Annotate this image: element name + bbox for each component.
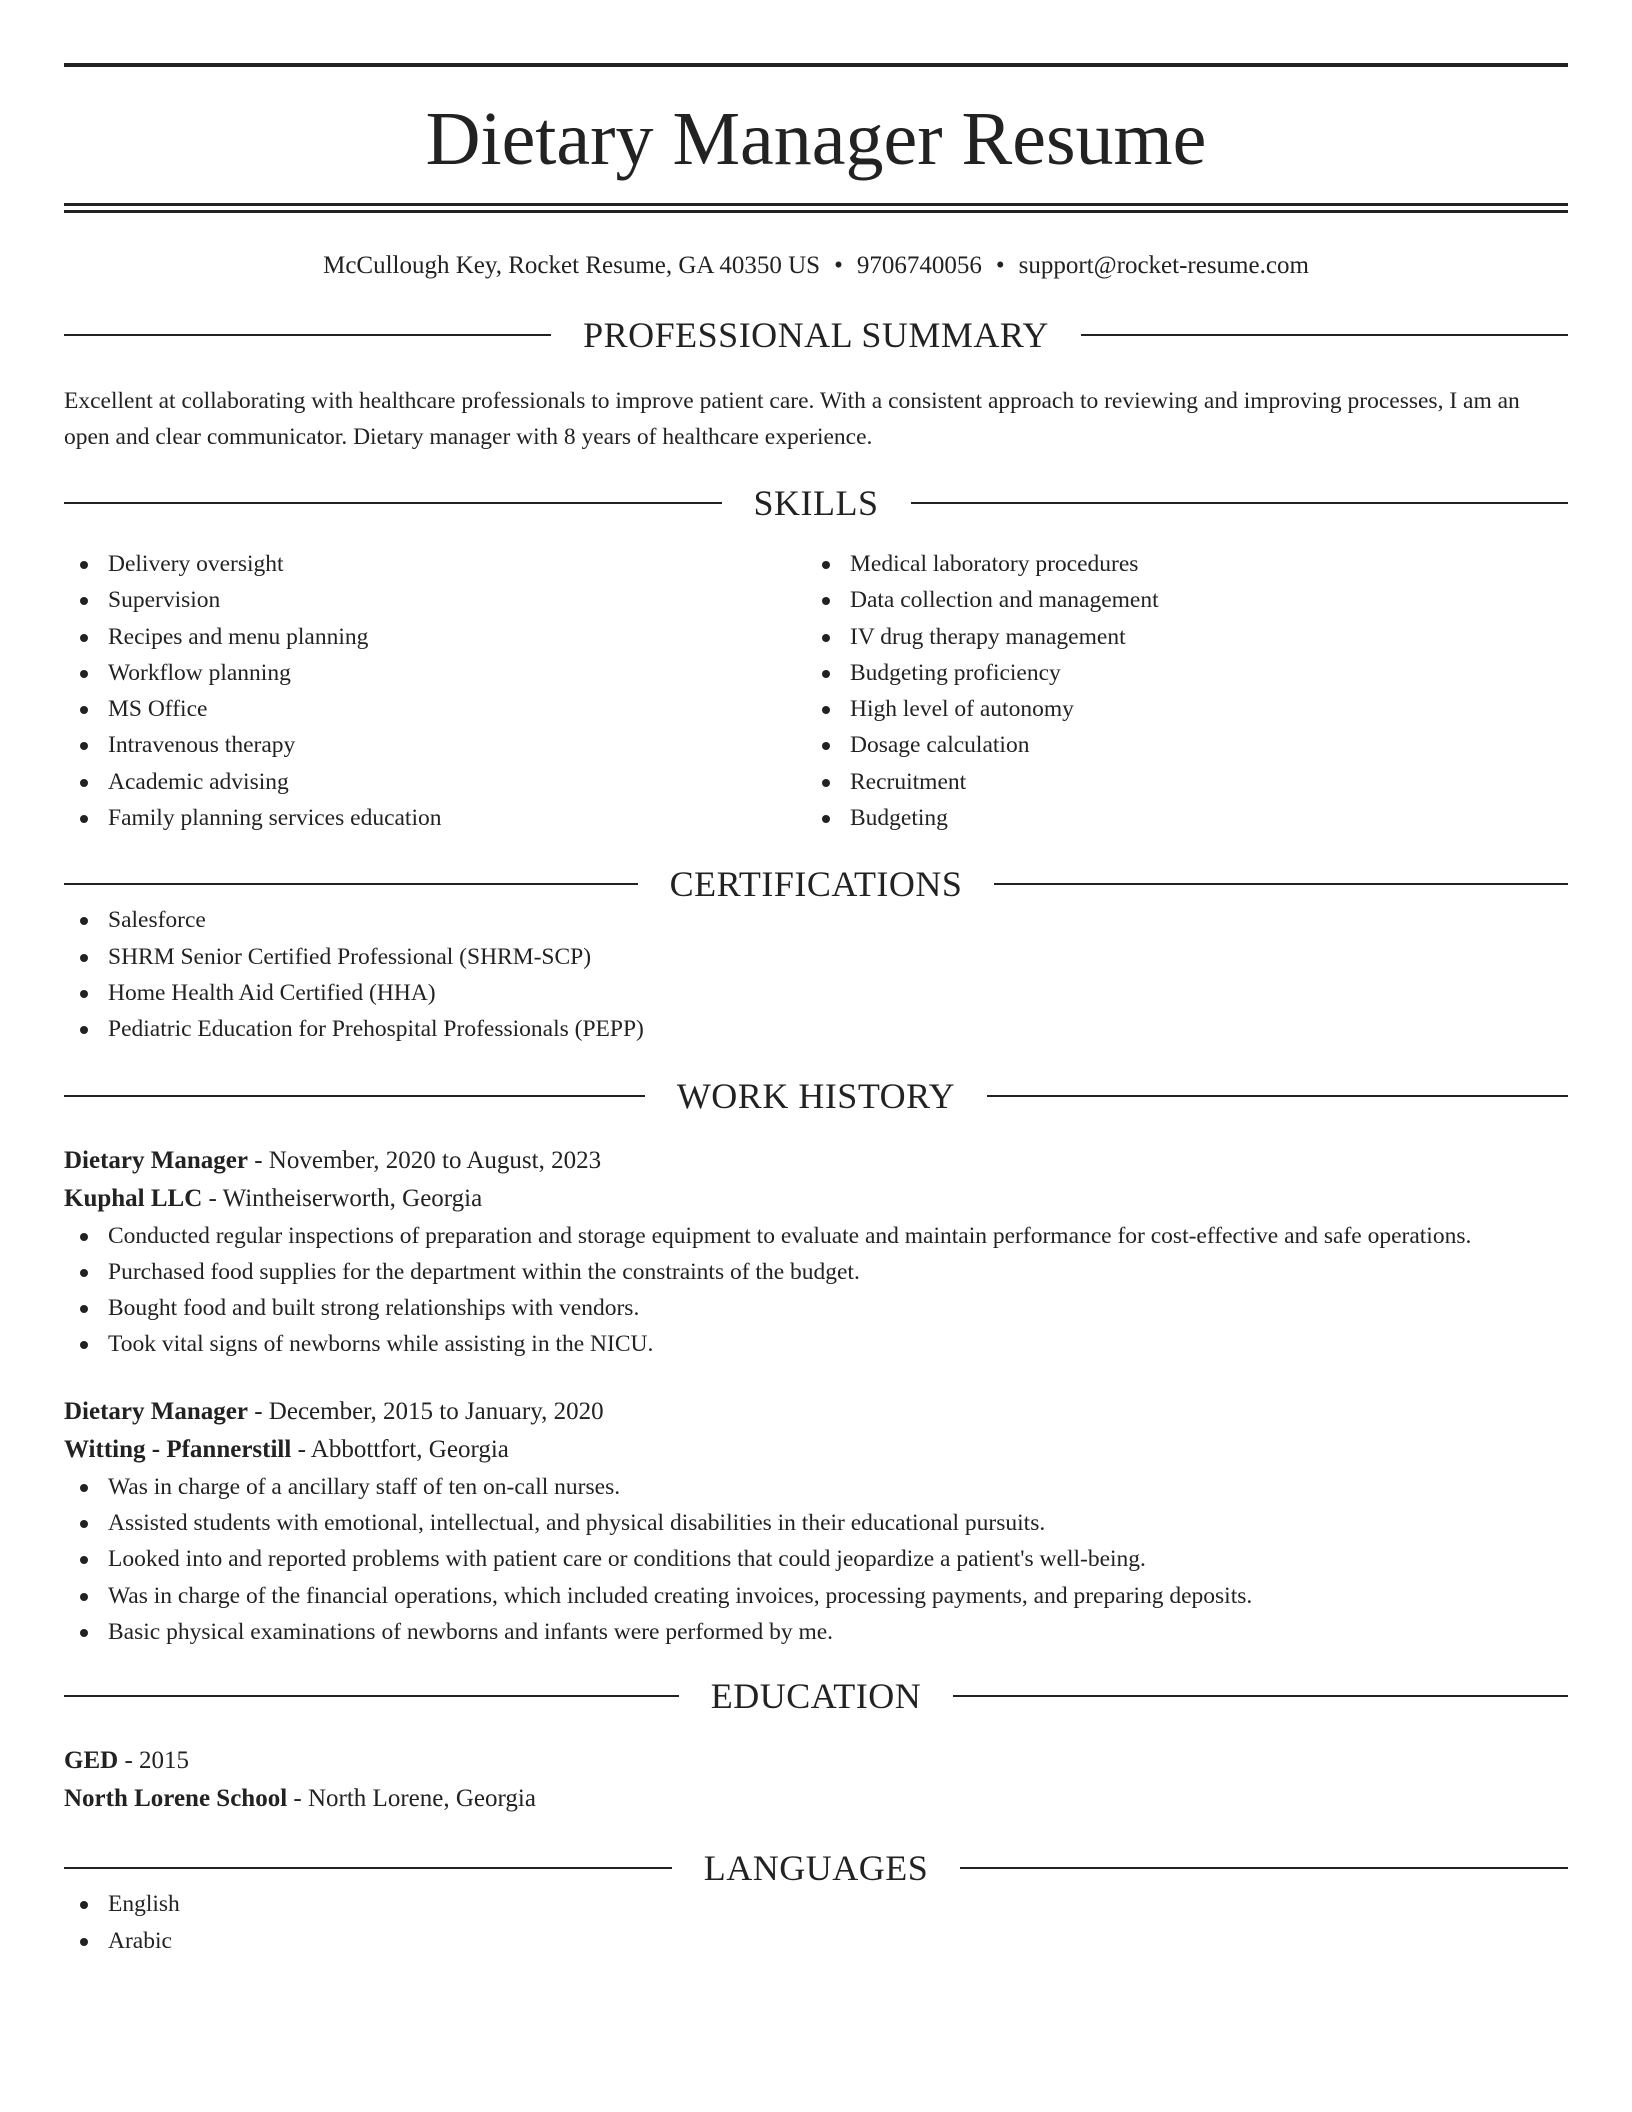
list-item: Took vital signs of newborns while assisting in the NICU. bbox=[64, 1326, 1568, 1362]
job-location: - Abbottfort, Georgia bbox=[291, 1435, 509, 1463]
section-rule bbox=[987, 1095, 1568, 1097]
skills-column-left bbox=[64, 546, 806, 836]
section-title: SKILLS bbox=[753, 483, 879, 523]
contact-phone: 9706740056 bbox=[856, 252, 982, 279]
education-entry bbox=[64, 1742, 1568, 1818]
list-item: Looked into and reported problems with patient care or conditions that could jeopardize a patient's well-being. bbox=[64, 1541, 1568, 1577]
education-location: - North Lorene, Georgia bbox=[287, 1785, 536, 1813]
list-item: High level of autonomy bbox=[806, 691, 1548, 727]
job-company: Kuphal LLC bbox=[64, 1184, 203, 1212]
section-title: EDUCATION bbox=[710, 1676, 922, 1717]
job-title-line bbox=[64, 1142, 1568, 1180]
list-item: Home Health Aid Certified (HHA) bbox=[64, 975, 1568, 1011]
job-dates: - November, 2020 to August, 2023 bbox=[247, 1146, 602, 1174]
job-dates: - December, 2015 to January, 2020 bbox=[247, 1397, 604, 1425]
job-company-line bbox=[64, 1431, 1568, 1469]
job-entry bbox=[64, 1393, 1568, 1650]
section-rule bbox=[911, 502, 1569, 504]
section-title: PROFESSIONAL SUMMARY bbox=[583, 315, 1049, 355]
job-duties-list bbox=[64, 1218, 1568, 1363]
section-title: LANGUAGES bbox=[703, 1848, 929, 1889]
job-title-line bbox=[64, 1393, 1568, 1431]
section-header-skills bbox=[64, 485, 1568, 521]
list-item: Intravenous therapy bbox=[64, 727, 806, 763]
section-rule bbox=[64, 502, 722, 504]
section-rule bbox=[64, 334, 551, 336]
list-item: Data collection and management bbox=[806, 582, 1548, 618]
education-school-line bbox=[64, 1780, 1568, 1818]
job-entry bbox=[64, 1142, 1568, 1363]
contact-separator: • bbox=[834, 252, 843, 279]
top-rule bbox=[64, 63, 1568, 67]
job-location: - Wintheiserworth, Georgia bbox=[202, 1184, 483, 1212]
list-item: Was in charge of the financial operations, which included creating invoices, processing payments, and preparing deposits. bbox=[64, 1578, 1568, 1614]
list-item: Arabic bbox=[64, 1923, 1568, 1959]
section-header-certifications bbox=[64, 864, 1568, 905]
list-item: Budgeting bbox=[806, 800, 1548, 836]
skills-list bbox=[64, 546, 1568, 836]
list-item: Academic advising bbox=[64, 764, 806, 800]
section-header-work-history bbox=[64, 1075, 1568, 1116]
list-item: Recruitment bbox=[806, 764, 1548, 800]
contact-address: McCullough Key, Rocket Resume, GA 40350 US bbox=[323, 252, 821, 279]
list-item: Supervision bbox=[64, 582, 806, 618]
section-title: WORK HISTORY bbox=[676, 1075, 956, 1116]
education-degree-line bbox=[64, 1742, 1568, 1780]
work-history bbox=[64, 1142, 1568, 1651]
languages-list bbox=[64, 1886, 1568, 1959]
list-item: SHRM Senior Certified Professional (SHRM-SCP) bbox=[64, 939, 1568, 975]
list-item: Family planning services education bbox=[64, 800, 806, 836]
section-title: CERTIFICATIONS bbox=[669, 864, 963, 905]
list-item: Bought food and built strong relationships with vendors. bbox=[64, 1290, 1568, 1326]
job-duties-list bbox=[64, 1469, 1568, 1650]
list-item: Assisted students with emotional, intellectual, and physical disabilities in their educational pursuits. bbox=[64, 1505, 1568, 1541]
certifications-list bbox=[64, 902, 1568, 1047]
section-header-summary bbox=[64, 317, 1568, 353]
section-rule bbox=[960, 1867, 1568, 1869]
list-item: Workflow planning bbox=[64, 655, 806, 691]
title-double-rule bbox=[64, 203, 1568, 213]
resume-title: Dietary Manager Resume bbox=[425, 97, 1207, 181]
section-header-education bbox=[64, 1676, 1568, 1717]
section-rule bbox=[64, 1867, 672, 1869]
list-item: Recipes and menu planning bbox=[64, 619, 806, 655]
list-item: IV drug therapy management bbox=[806, 619, 1548, 655]
job-company-line bbox=[64, 1180, 1568, 1218]
job-company: Witting - Pfannerstill bbox=[64, 1435, 292, 1463]
section-rule bbox=[953, 1695, 1568, 1697]
education-year: - 2015 bbox=[118, 1747, 190, 1775]
list-item: Salesforce bbox=[64, 902, 1568, 938]
job-title: Dietary Manager bbox=[64, 1397, 248, 1425]
list-item: Was in charge of a ancillary staff of ten on-call nurses. bbox=[64, 1469, 1568, 1505]
list-item: Pediatric Education for Prehospital Professionals (PEPP) bbox=[64, 1011, 1568, 1047]
contact-separator: • bbox=[995, 252, 1005, 279]
section-rule bbox=[64, 1095, 645, 1097]
section-rule bbox=[994, 883, 1568, 885]
summary-text: Excellent at collaborating with healthcare professionals to improve patient care. With a consistent approach to reviewing and improving processes, I am an open and clear communicator. Dietary manager with 8 years of healthcare experience. bbox=[64, 388, 1520, 450]
list-item: Budgeting proficiency bbox=[806, 655, 1548, 691]
section-rule bbox=[1081, 334, 1568, 336]
list-item: Dosage calculation bbox=[806, 727, 1548, 763]
list-item: Basic physical examinations of newborns and infants were performed by me. bbox=[64, 1614, 1568, 1650]
section-rule bbox=[64, 883, 638, 885]
list-item: Medical laboratory procedures bbox=[806, 546, 1548, 582]
list-item: Conducted regular inspections of preparation and storage equipment to evaluate and maintain performance for cost-effective and safe operations. bbox=[64, 1218, 1568, 1254]
contact-email: support@rocket-resume.com bbox=[1018, 252, 1309, 279]
contact-line bbox=[64, 251, 1568, 281]
section-rule bbox=[64, 1695, 679, 1697]
list-item: Purchased food supplies for the department within the constraints of the budget. bbox=[64, 1254, 1568, 1290]
education-school: North Lorene School bbox=[64, 1785, 288, 1813]
list-item: MS Office bbox=[64, 691, 806, 727]
resume-page bbox=[64, 0, 1568, 1959]
list-item: English bbox=[64, 1886, 1568, 1922]
skills-column-right bbox=[806, 546, 1548, 836]
education-degree: GED bbox=[64, 1747, 119, 1775]
section-header-languages bbox=[64, 1848, 1568, 1889]
job-title: Dietary Manager bbox=[64, 1146, 248, 1174]
list-item: Delivery oversight bbox=[64, 546, 806, 582]
